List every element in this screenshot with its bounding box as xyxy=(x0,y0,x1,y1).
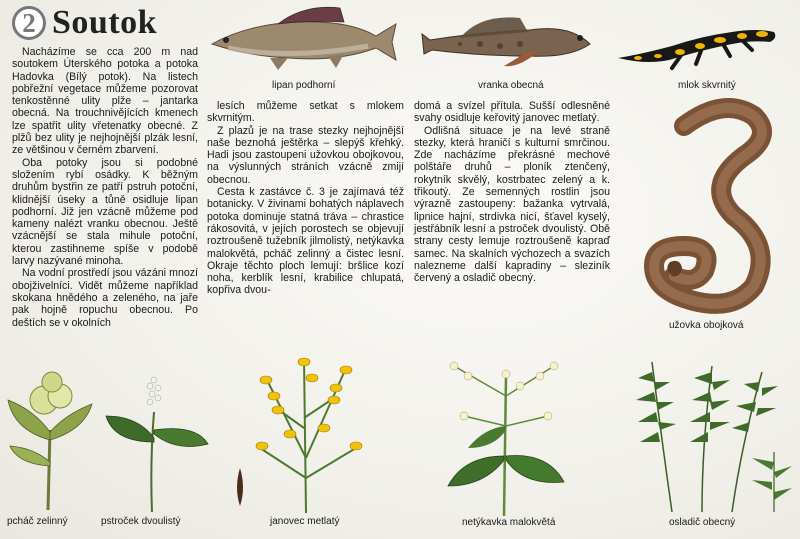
caption-broom: janovec metlatý xyxy=(270,516,340,527)
text-column-2 xyxy=(207,100,404,297)
grass-snake-illustration xyxy=(624,96,784,316)
text-column-3 xyxy=(414,100,610,284)
caption-cabbage-thistle: pcháč zelinný xyxy=(7,516,68,527)
caption-polypody: osladič obecný xyxy=(669,517,736,528)
page-title: Soutok xyxy=(52,4,158,41)
cabbage-thistle-illustration xyxy=(4,370,94,510)
fire-salamander-illustration xyxy=(612,10,782,70)
stop-heading xyxy=(12,4,157,42)
broom-illustration xyxy=(226,338,386,513)
column3-paragraph-2: Odlišná situace je na levé straně stezky, která hraničí s kulturní smrčinou. Zde nacházíme překrásné mechové polštáře druhů – ploník ztenčený, rokytník skvělý, kostrbatec zelený a k. třikoutý. Ze semenných rostlin jsou výrazně zastoupeny: bažanka vytrvalá, lipnice hajní, strdivka nicí, šťavel kyselý, jestřábník lesní a pstroček dvoulistý. Obě strany cesty lemuje roztroušeně kapraď samec. Na skalních výchozech a svazích nalezneme další kapradiny – sleziník červený a osladič obecný. xyxy=(414,124,610,285)
caption-fire-salamander: mlok skvrnitý xyxy=(678,80,736,91)
may-lily-illustration xyxy=(104,372,214,512)
column2-paragraph-1: lesích můžeme setkat s mlokem skvrnitým. xyxy=(207,100,404,125)
small-balsam-illustration xyxy=(424,336,584,516)
column1-paragraph-3: Na vodní prostředí jsou vázáni mnozí obojživelníci. Vidět můžeme například skokana hnědého a zeleného, na jaře pak hojně ropuchu obecnou. Po deštích se v okolních xyxy=(12,267,198,329)
bullhead-fish-illustration xyxy=(420,10,600,70)
polypody-fern-illustration xyxy=(632,342,796,512)
caption-bullhead: vranka obecná xyxy=(478,80,544,91)
stop-number-badge: 2 xyxy=(12,6,46,40)
column3-paragraph-1: domá a svízel přítula. Sušší odlesněné svahy osidluje keřovitý janovec metlatý. xyxy=(414,100,610,125)
caption-grayling: lipan podhorní xyxy=(272,80,336,91)
text-column-1 xyxy=(12,46,198,329)
grayling-fish-illustration xyxy=(208,2,398,72)
column2-paragraph-2: Z plazů je na trase stezky nejhojnější naše beznohá ještěrka – slepýš křehký. Hadi jsou zastoupeni užovkou obojkovou, na výslunných stráních vzácně zmijí obecnou. xyxy=(207,124,404,186)
column1-paragraph-2: Oba potoky jsou si podobné složením rybí osádky. K běžným druhům bystřin ze patří pstruh potoční, klidnější úseky a tůně osidluje lipan podhorní. Již jen vzácně můžeme pod kameny nalézt vranku obecnou. Ještě vzácnější se stala mihule potoční, kterou zastihneme spíše v podobě larvy nazývané minoha. xyxy=(12,156,198,268)
column2-paragraph-3: Cesta k zastávce č. 3 je zajímavá též botanicky. V živinami bohatých náplavech potoka dominuje statná tráva – chrastice rákosovitá, v jejích porostech se objevují roztroušeně tužebník jilmolistý, netýkavka malokvětá, pcháč zelinný a čistec lesní. Okraje těchto ploch lemují: bršlice kozí noha, kerblík lesní, krabilice chlupatá, kopřiva dvou- xyxy=(207,186,404,297)
caption-grass-snake: užovka obojková xyxy=(669,320,744,331)
caption-small-balsam: netýkavka malokvětá xyxy=(462,517,556,528)
column1-paragraph-1: Nacházíme se cca 200 m nad soutokem Úterského potoka a potoka Hadovka (Bílý potok). Na listech pobřežní vegetace můžeme pozorovat tenkostěnné ulity plže – jantarka obecná. Na trouchnivějících kmenech lze spatřit ulity vřetenatky obecné. Z plžů bez ulity je nejhojnější plzák lesní, ze většinou v černém zbarvení. xyxy=(12,46,198,157)
caption-may-lily: pstroček dvoulistý xyxy=(101,516,181,527)
